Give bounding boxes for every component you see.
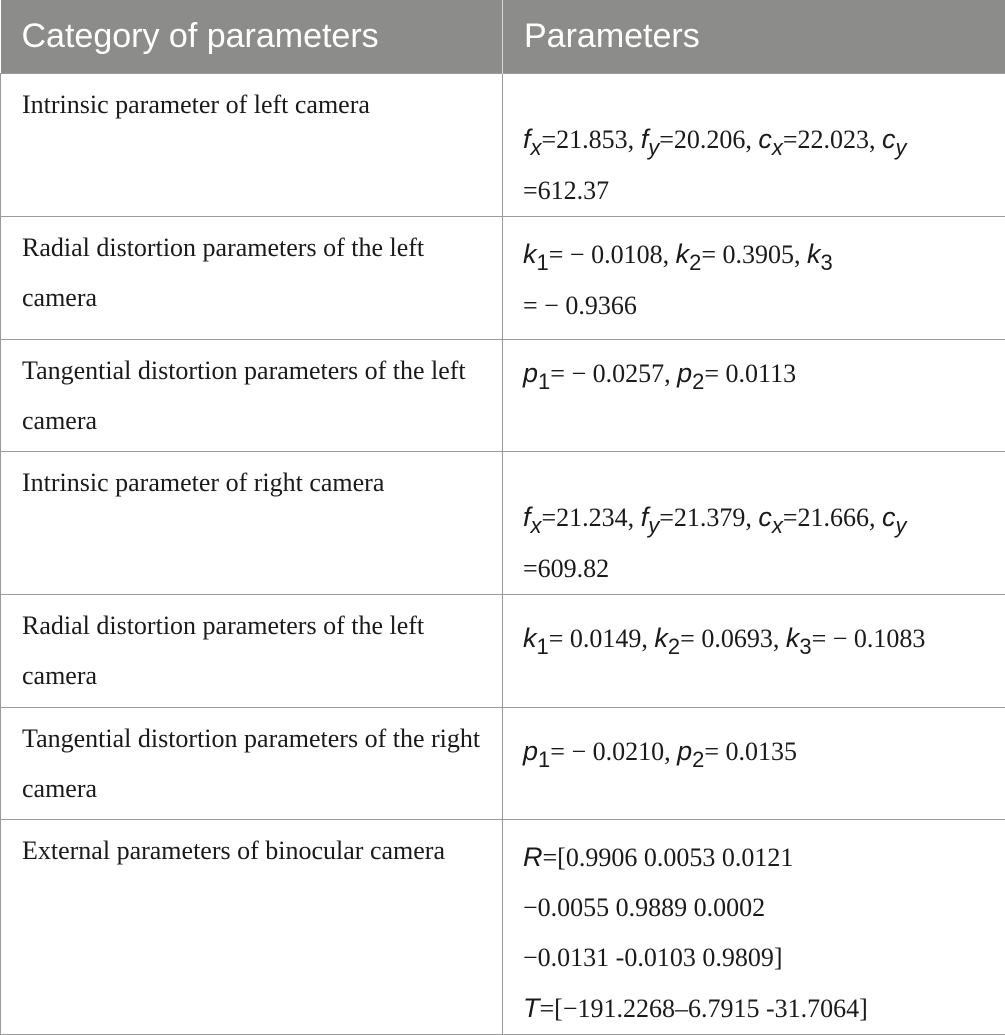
parameter-line: R=[0.9906 0.0053 0.0121 [523, 832, 997, 883]
category-cell: External parameters of binocular camera [1, 819, 503, 1034]
parameters-cell [503, 451, 1005, 594]
table-row [1, 339, 1005, 451]
parameter-line: $p_1= - 0.0210$, $p_2= 0.0135$ [523, 726, 997, 778]
parameters-cell [503, 73, 1005, 216]
table-row [1, 819, 1005, 1034]
table-row [1, 707, 1005, 819]
parameters-cell [503, 594, 1005, 707]
parameter-line: =612.37 [523, 166, 997, 216]
parameter-line: =609.82 [523, 544, 997, 594]
parameter-line: $p_1= - 0.0257$, $p_2= 0.0113$ [523, 348, 997, 400]
parameters-cell [503, 339, 1005, 451]
header-parameters: Parameters [503, 0, 1005, 73]
table-header [1, 0, 1005, 73]
parameters-cell [503, 707, 1005, 819]
table-row [1, 594, 1005, 707]
category-cell: Radial distortion parameters of the left camera [1, 594, 503, 707]
table-row [1, 73, 1005, 216]
parameter-line: −0.0055 0.9889 0.0002 [523, 883, 997, 933]
parameters-cell [503, 216, 1005, 339]
category-cell: Intrinsic parameter of right camera [1, 451, 503, 594]
category-cell: Tangential distortion parameters of the right camera [1, 707, 503, 819]
parameter-line: T=[−191.2268–6.7915 -31.7064] [523, 983, 997, 1034]
table-row [1, 216, 1005, 339]
parameters-cell [503, 819, 1005, 1034]
category-cell: Tangential distortion parameters of the left camera [1, 339, 503, 451]
parameter-line: = − 0.9366 [523, 281, 997, 331]
parameter-line: −0.0131 -0.0103 0.9809] [523, 933, 997, 983]
category-cell: Radial distortion parameters of the left camera [1, 216, 503, 339]
parameter-line: $f_x=21.234$, $f_y=21.379$, $c_x=21.666$, $c_y$ [523, 492, 997, 544]
parameter-line: $k_1= 0.0149$, $k_2= 0.0693$, $k_3= - 0.1083$ [523, 613, 997, 665]
parameter-line: $f_x=21.853$, $f_y=20.206$, $c_x=22.023$, $c_y$ [523, 114, 997, 166]
category-cell: Intrinsic parameter of left camera [1, 73, 503, 216]
header-category: Category of parameters [1, 0, 503, 73]
parameter-line: $k_1= - 0.0108$, $k_2= 0.3905$, $k_3$ [523, 229, 997, 281]
table-row [1, 451, 1005, 594]
